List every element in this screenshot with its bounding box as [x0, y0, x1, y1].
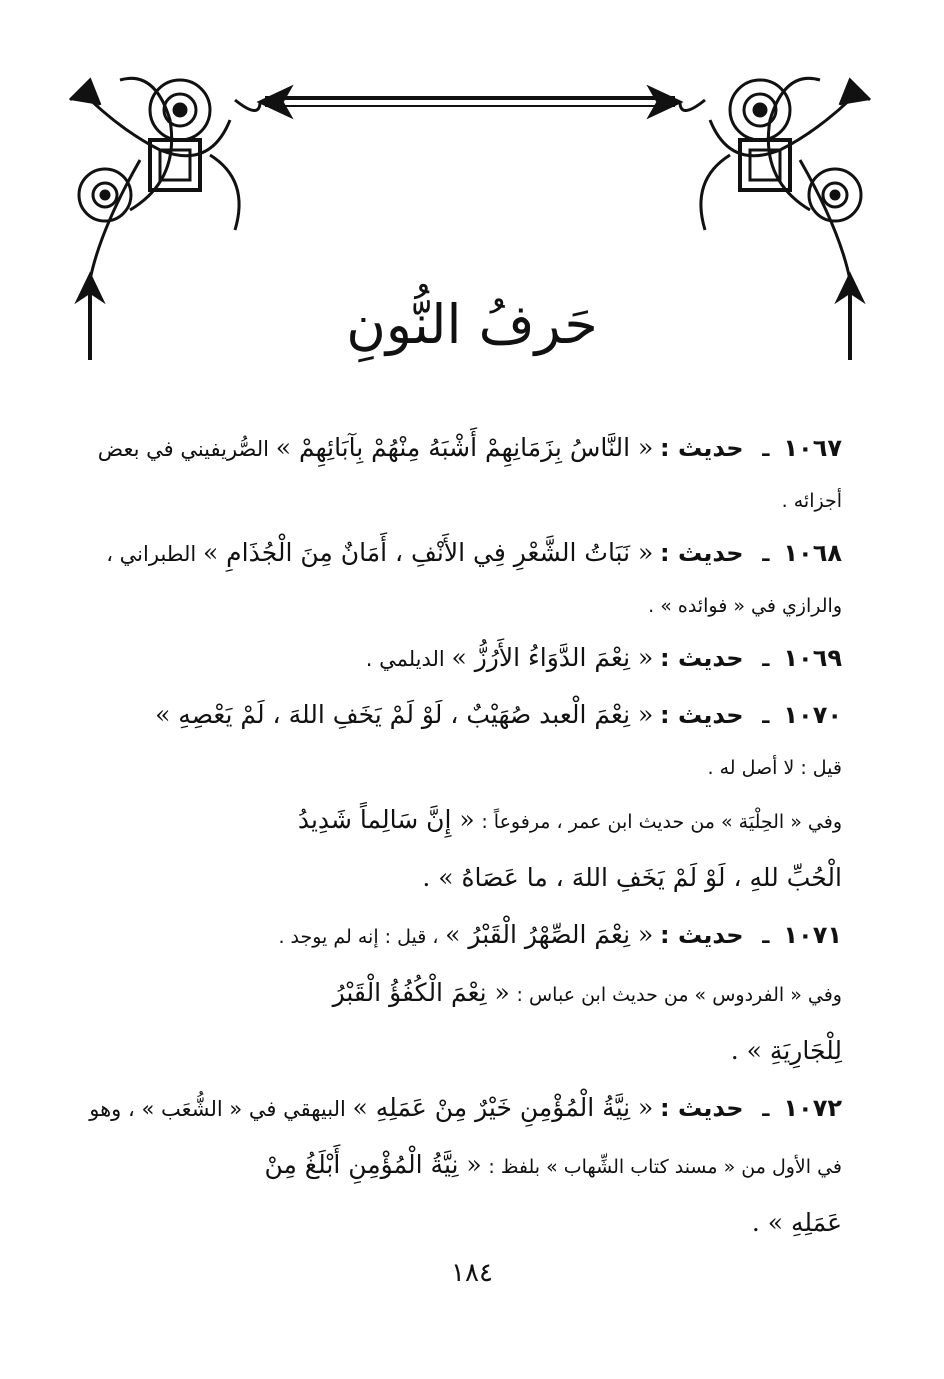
- source-text: البيهقي في « الشُّعَب » ، وهو: [89, 1097, 346, 1121]
- hadith-entry: [82, 630, 842, 687]
- hadith-entry: [82, 420, 842, 525]
- hadith-list: [82, 420, 842, 1252]
- chapter-title: حَرفُ النُّونِ: [346, 293, 598, 356]
- alternate-wording: « نِيَّةُ الْمُؤْمِنِ أَبْلَغُ مِنْ: [264, 1150, 482, 1179]
- grading-note: قيل : لا أصل له .: [707, 757, 842, 779]
- hadith-text: « نَبَاتُ الشَّعْرِ فِي الأَنْفِ ، أَمَانٌ مِنَ الْجُذَامِ »: [202, 538, 654, 567]
- narration-text-continuation: الْحُبِّ للهِ ، لَوْ لَمْ يَخَفِ اللهَ ، ما عَصَاهُ » .: [422, 863, 842, 892]
- entry-label: حديث :: [660, 539, 744, 567]
- narration-source: وفي « الحِلْيَة » من حديث ابن عمر ، مرفوعاً :: [481, 811, 842, 833]
- alternate-wording-continuation: عَمَلِهِ » .: [751, 1208, 842, 1237]
- supporting-narration-continuation: [82, 850, 842, 907]
- hadith-text: « النَّاسُ بِزَمَانِهِمْ أَشْبَهُ مِنْهُمْ بِآبَائِهِمْ »: [275, 433, 654, 462]
- source-continuation: أجزائه .: [781, 490, 842, 512]
- page-number: ١٨٤: [451, 1258, 493, 1288]
- hadith-text: « نِيَّةُ الْمُؤْمِنِ خَيْرٌ مِنْ عَمَلِهِ »: [352, 1093, 654, 1122]
- hadith-text: « نِعْمَ الصِّهْرُ الْقَبْرُ »: [445, 920, 654, 949]
- hadith-entry: [82, 907, 842, 1080]
- entry-label: حديث :: [660, 701, 744, 729]
- supporting-narration: [82, 965, 842, 1023]
- source-text: الطبراني ،: [106, 542, 197, 566]
- entry-line: ١٠٦٩ـ حديث : « نِعْمَ الدَّوَاءُ الأَرُزُّ » الديلمي .: [365, 643, 842, 672]
- supporting-narration-continuation: [82, 1023, 842, 1080]
- entry-number: ١٠٦٩: [783, 644, 842, 672]
- narration-source: وفي « الفردوس » من حديث ابن عباس :: [516, 984, 842, 1006]
- entry-line: ١٠٧١ـ حديث : « نِعْمَ الصِّهْرُ الْقَبْرُ » ، قيل : إنه لم يوجد .: [278, 920, 842, 949]
- entry-label: حديث :: [660, 644, 744, 672]
- hadith-entry: [82, 687, 842, 907]
- narration-text: « نِعْمَ الْكُفُؤُ الْقَبْرُ: [332, 978, 510, 1007]
- entry-label: حديث :: [660, 1094, 744, 1122]
- entry-line-2: [82, 1137, 842, 1195]
- entry-line: ١٠٧٠ـ حديث : « نِعْمَ الْعبد صُهَيْبٌ ، لَوْ لَمْ يَخَفِ اللهَ ، لَمْ يَعْصِهِ »: [155, 700, 842, 729]
- hadith-entry: [82, 1080, 842, 1252]
- source-text: الديلمي .: [365, 647, 445, 671]
- entry-number: ١٠٧١: [783, 921, 842, 949]
- source-continuation: والرازي في « فوائده » .: [648, 595, 842, 617]
- hadith-entry: [82, 525, 842, 630]
- source-detail: في الأول من « مسند كتاب الشِّهاب » بلفظ :: [488, 1156, 842, 1178]
- source-text: ، قيل : إنه لم يوجد .: [278, 926, 439, 948]
- entry-line: ١٠٦٧ـ حديث : « النَّاسُ بِزَمَانِهِمْ أَشْبَهُ مِنْهُمْ بِآبَائِهِمْ » الصُّريفيني في بعض: [97, 433, 842, 462]
- narration-text-continuation: لِلْجَارِيَةِ » .: [730, 1036, 842, 1065]
- entry-number: ١٠٦٨: [783, 539, 842, 567]
- entry-line-3: [82, 1195, 842, 1252]
- narration-text: « إِنَّ سَالِماً شَدِيدُ: [297, 805, 475, 834]
- entry-number: ١٠٧٠: [783, 701, 842, 729]
- hadith-text: « نِعْمَ الدَّوَاءُ الأَرُزُّ »: [451, 643, 654, 672]
- entry-line: ١٠٧٢ـ حديث : « نِيَّةُ الْمُؤْمِنِ خَيْرٌ مِنْ عَمَلِهِ » البيهقي في « الشُّعَب » ، وهو: [89, 1093, 842, 1122]
- hadith-text: « نِعْمَ الْعبد صُهَيْبٌ ، لَوْ لَمْ يَخَفِ اللهَ ، لَمْ يَعْصِهِ »: [155, 700, 654, 729]
- supporting-narration: [82, 792, 842, 850]
- entry-line: ١٠٦٨ـ حديث : « نَبَاتُ الشَّعْرِ فِي الأَنْفِ ، أَمَانٌ مِنَ الْجُذَامِ » الطبراني ،: [106, 538, 842, 567]
- entry-number: ١٠٧٢: [783, 1094, 842, 1122]
- entry-label: حديث :: [660, 921, 744, 949]
- entry-label: حديث :: [660, 434, 744, 462]
- entry-number: ١٠٦٧: [783, 434, 842, 462]
- source-text: الصُّريفيني في بعض: [97, 437, 270, 461]
